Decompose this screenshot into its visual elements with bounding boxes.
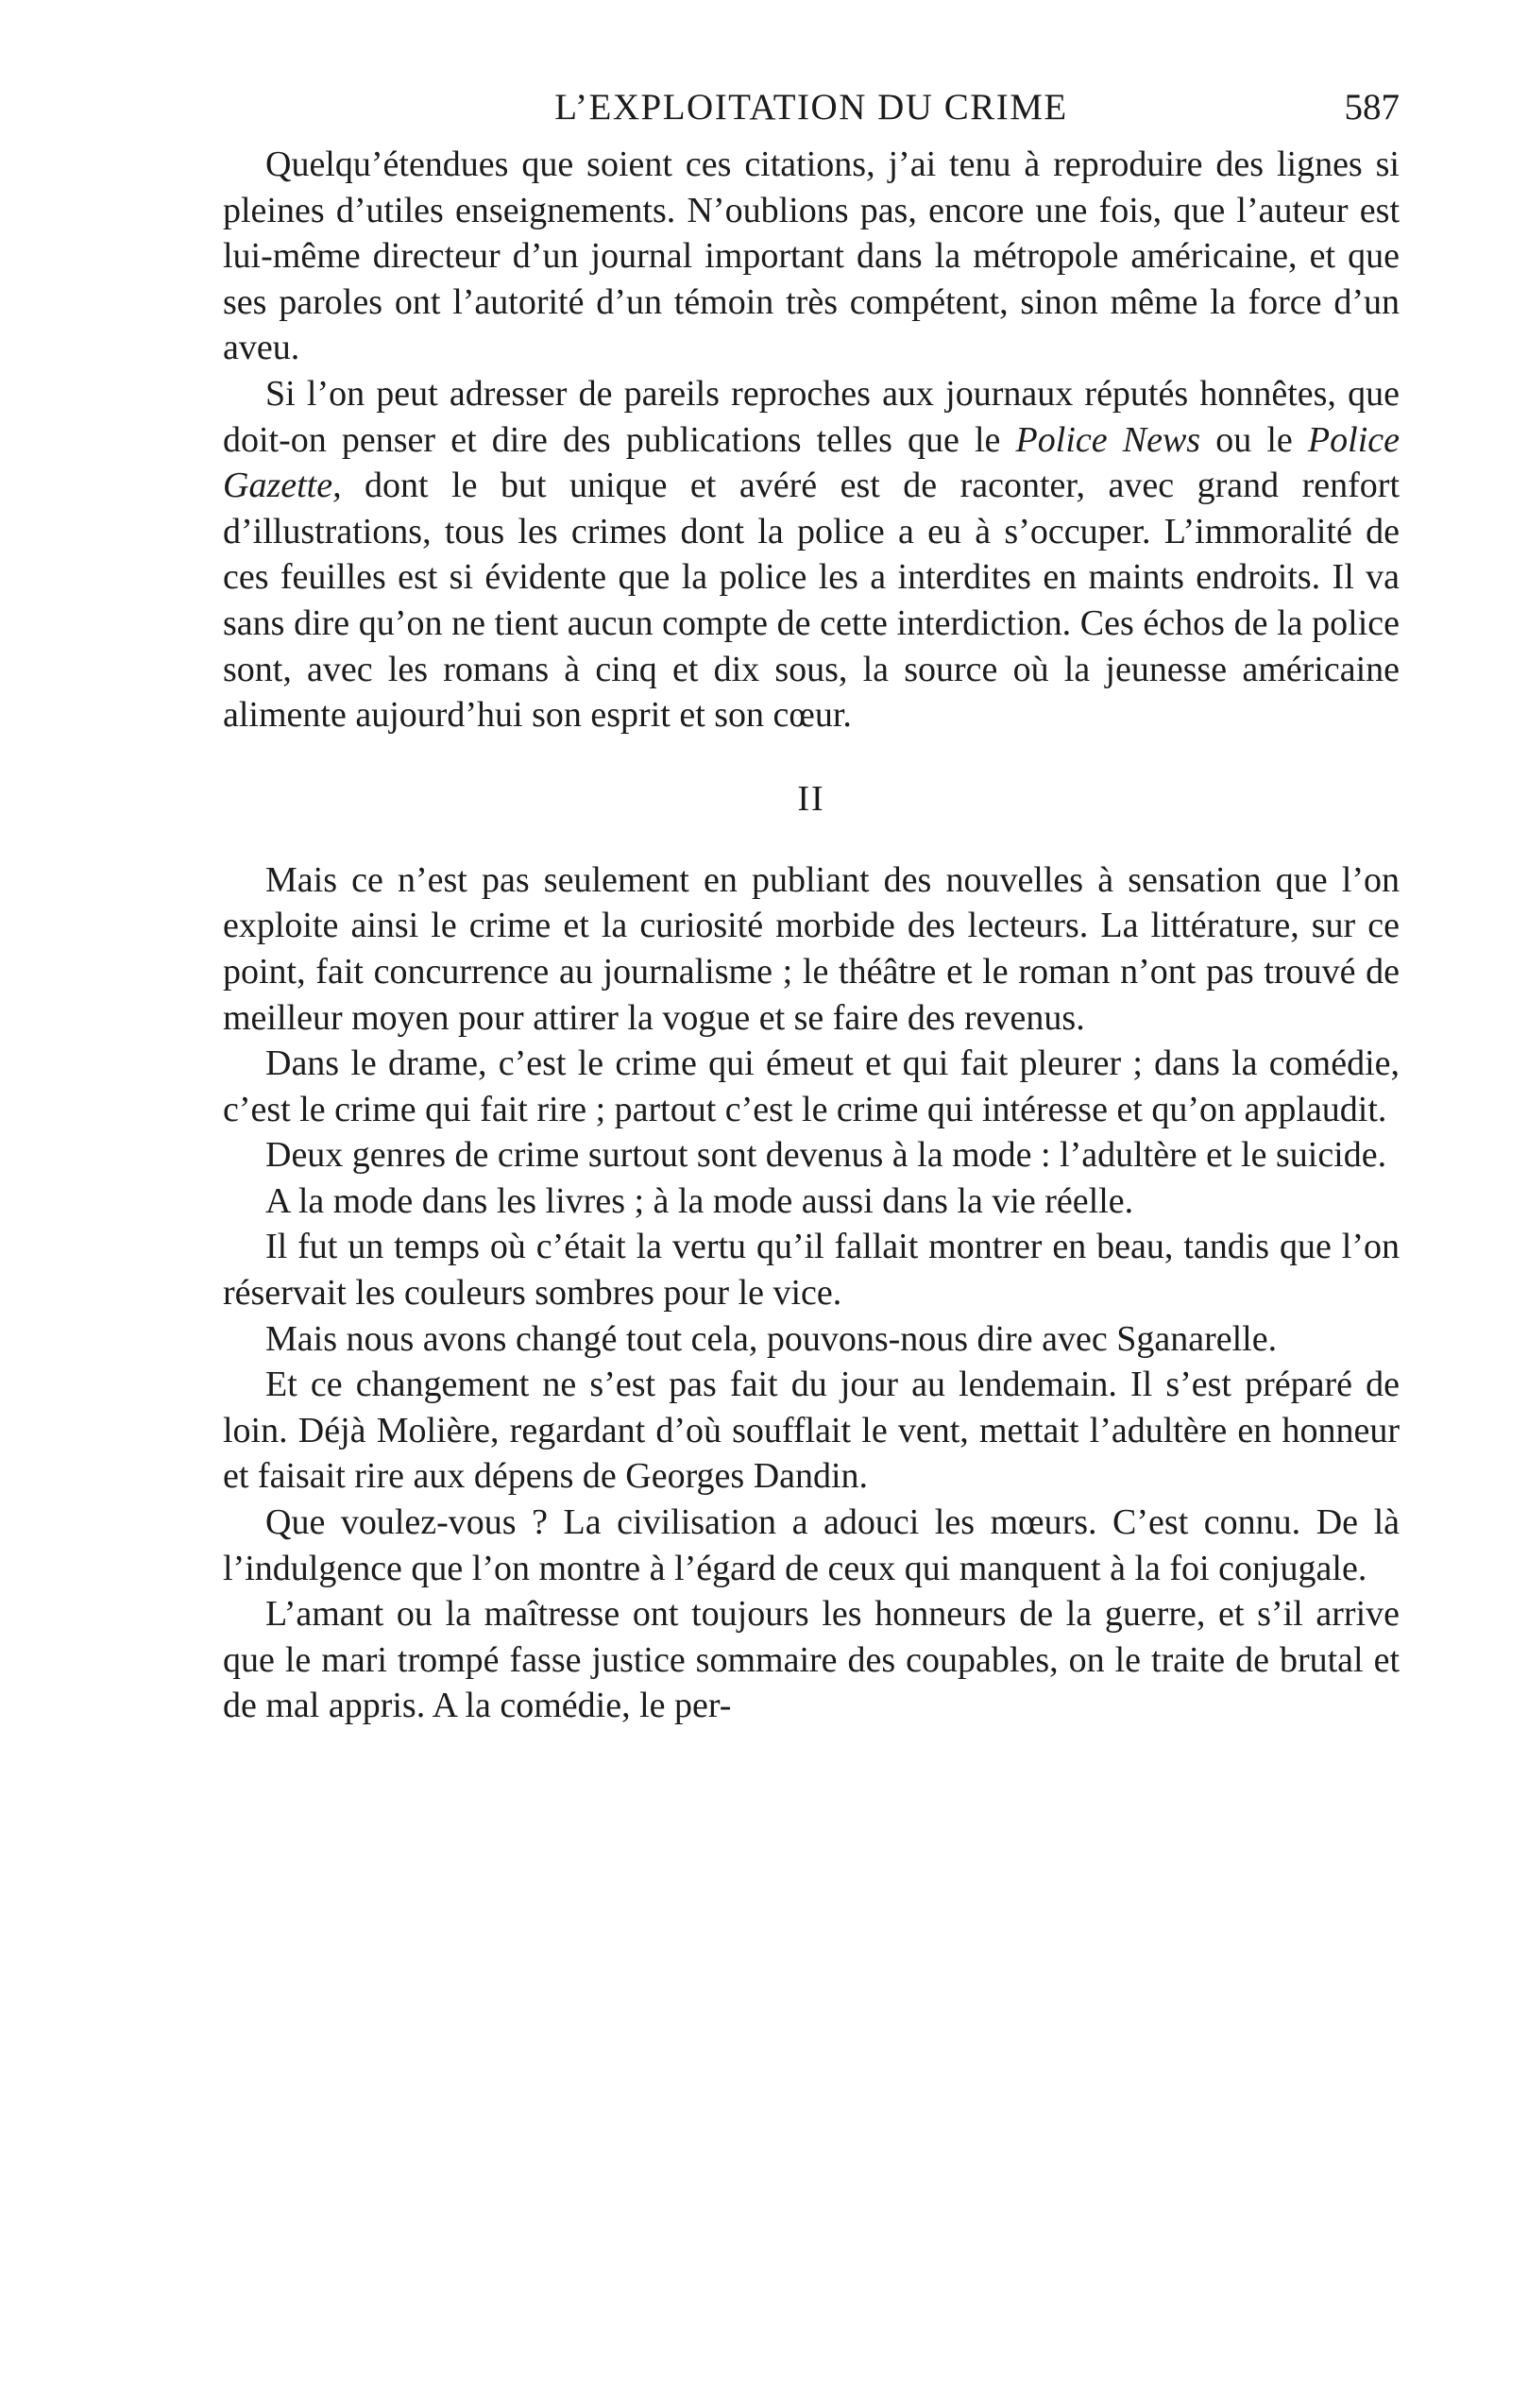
paragraph: A la mode dans les livres ; à la mode aussi dans la vie réelle. <box>265 1180 1134 1221</box>
paragraph: Mais ce n’est pas seulement en publiant des nouvelles à sensation que l’on exploite ainsi le crime et la curiosité morbide des lecteurs. La littérature, sur ce point, fait concurrence au journalisme ; le théâtre et le roman n’ont pas trouvé de meilleur moyen pour attirer la vogue et se faire des revenus. <box>223 859 1400 1038</box>
publication-title: Police News <box>1015 419 1201 460</box>
paragraph: Deux genres de crime surtout sont devenus à la mode : l’adultère et le suicide. <box>265 1135 1387 1176</box>
publication-title: Police Gazette, <box>223 419 1400 506</box>
paragraph: Il fut un temps où c’était la vertu qu’il fallait montrer en beau, tandis que l’on réservait les couleurs sombres pour le vice. <box>223 1227 1400 1314</box>
paragraph: Mais nous avons changé tout cela, pouvons-nous dire avec Sganarelle. <box>265 1318 1278 1359</box>
page-number: 587 <box>1344 87 1400 127</box>
paragraph: Dans le drame, c’est le crime qui émeut et qui fait pleurer ; dans la comédie, c’est le crime qui fait rire ; partout c’est le crime qui intéresse et qu’on applaudit. <box>223 1043 1400 1129</box>
paragraph-text: ou le <box>1200 419 1308 460</box>
paragraph: Et ce changement ne s’est pas fait du jour au lendemain. Il s’est préparé de loin. Déjà Molière, regardant d’où soufflait le vent, mettait l’adultère en honneur et faisait rire aux dépens de Georges Dandin. <box>223 1365 1400 1497</box>
book-page <box>223 79 1400 1729</box>
section-heading: II <box>797 778 825 819</box>
paragraph-text: Si l’on peut adresser de pareils reproches aux journaux réputés honnêtes, que doit-on penser et dire des publications telles que le <box>223 373 1400 460</box>
paragraph: Quelqu’étendues que soient ces citations, j’ai tenu à reproduire des lignes si pleines d’utiles enseignements. N’oublions pas, encore une fois, que l’auteur est lui-même directeur d’un journal important dans la métropole américaine, et que ses paroles ont l’autorité d’un témoin très compétent, sinon même la force d’un aveu. <box>223 144 1400 368</box>
running-head <box>223 79 1400 136</box>
running-title: L’EXPLOITATION DU CRIME <box>554 87 1068 127</box>
body-text <box>223 142 1400 1729</box>
paragraph: L’amant ou la maîtresse ont toujours les honneurs de la guerre, et s’il arrive que le mari trompé fasse justice sommaire des coupables, on le traite de brutal et de mal appris. A la comédie, le per- <box>223 1594 1400 1726</box>
paragraph-text: dont le but unique et avéré est de raconter, avec grand renfort d’illustrations, tous les crimes dont la police a eu à s’occuper. L’immoralité de ces feuilles est si évidente que la police les a interdites en maints endroits. Il va sans dire qu’on ne tient aucun compte de cette interdiction. Ces échos de la police sont, avec les romans à cinq et dix sous, la source où la jeunesse américaine alimente aujourd’hui son esprit et son cœur. <box>223 466 1400 736</box>
paragraph: Que voulez-vous ? La civilisation a adouci les mœurs. C’est connu. De là l’indulgence que l’on montre à l’égard de ceux qui manquent à la foi conjugale. <box>223 1502 1400 1588</box>
paragraph <box>223 371 1400 738</box>
